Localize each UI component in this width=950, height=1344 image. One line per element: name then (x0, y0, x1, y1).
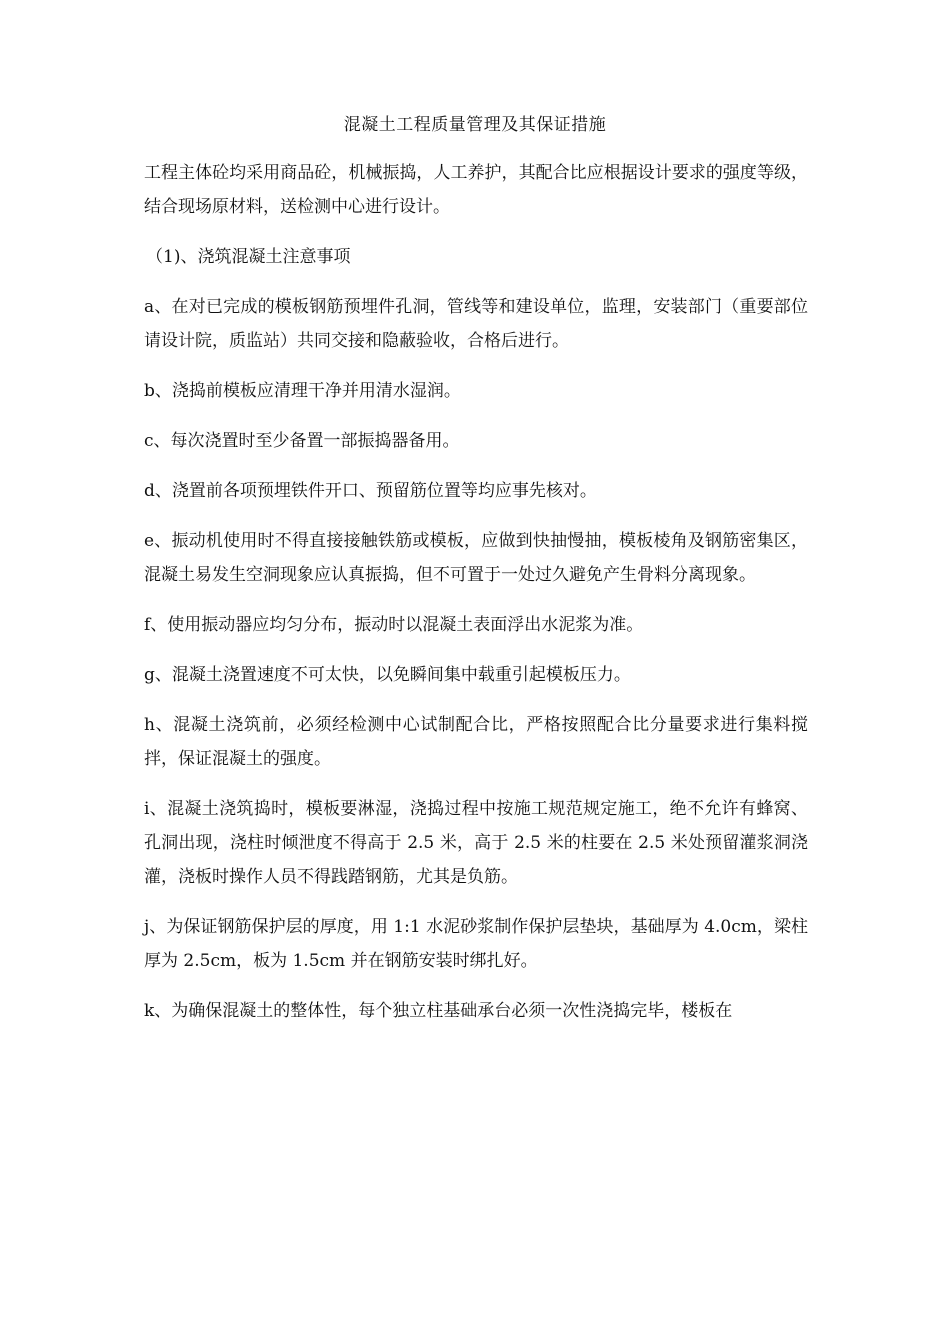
list-item-f: f、使用振动器应均匀分布，振动时以混凝土表面浮出水泥浆为准。 (144, 615, 644, 635)
document-title: 混凝土工程质量管理及其保证措施 (343, 115, 607, 135)
list-item-g: g、混凝土浇置速度不可太快，以免瞬间集中载重引起模板压力。 (144, 665, 631, 685)
list-item-b: b、浇捣前模板应清理干净并用清水湿润。 (144, 381, 461, 401)
document-body (144, 156, 808, 1044)
list-item-e: e、振动机使用时不得直接接触铁筋或模板，应做到快抽慢抽，模板棱角及钢筋密集区，混凝土易发生空洞现象应认真振捣，但不可置于一处过久避免产生骨料分离现象。 (144, 531, 808, 585)
paragraph-intro: 工程主体砼均采用商品砼，机械振捣，人工养护，其配合比应根据设计要求的强度等级，结合现场原材料，送检测中心进行设计。 (144, 163, 808, 217)
list-item-a: a、在对已完成的模板钢筋预埋件孔洞，管线等和建设单位，监理，安装部门（重要部位请设计院，质监站）共同交接和隐蔽验收，合格后进行。 (144, 297, 808, 351)
list-item-d: d、浇置前各项预埋铁件开口、预留筋位置等均应事先核对。 (144, 481, 597, 501)
list-item-j: j、为保证钢筋保护层的厚度，用 1:1 水泥砂浆制作保护层垫块，基础厚为 4.0cm，梁柱厚为 2.5cm，板为 1.5cm 并在钢筋安装时绑扎好。 (144, 917, 808, 971)
list-item-h: h、混凝土浇筑前，必须经检测中心试制配合比，严格按照配合比分量要求进行集料搅拌，保证混凝土的强度。 (144, 715, 808, 769)
list-item-i: i、混凝土浇筑捣时，模板要淋湿，浇捣过程中按施工规范规定施工，绝不允许有蜂窝、孔洞出现，浇柱时倾泄度不得高于 2.5 米，高于 2.5 米的柱要在 2.5 米处预留灌浆洞浇灌，浇板时操作人员不得践踏钢筋，尤其是负筋。 (144, 799, 808, 887)
list-item-k: k、为确保混凝土的整体性，每个独立柱基础承台必须一次性浇捣完毕，楼板在 (144, 1001, 733, 1021)
list-item-c: c、每次浇置时至少备置一部振捣器备用。 (144, 431, 460, 451)
section-heading: （1)、浇筑混凝土注意事项 (146, 247, 351, 267)
